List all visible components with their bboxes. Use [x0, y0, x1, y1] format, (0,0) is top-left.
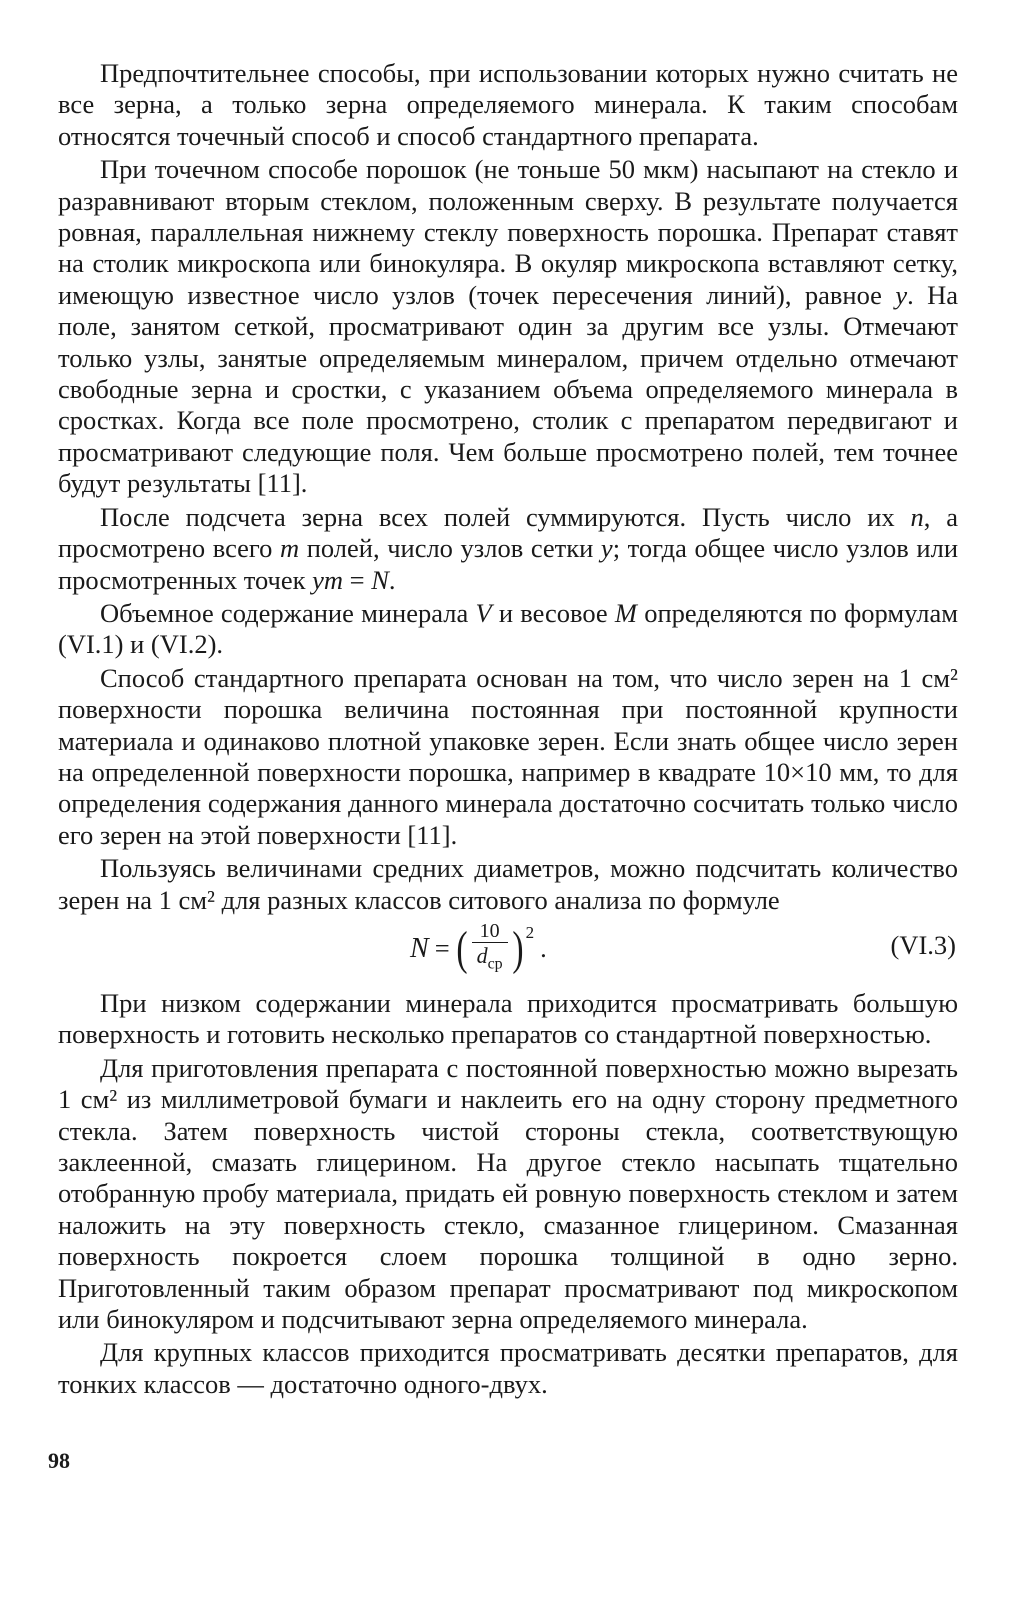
page-body — [58, 58, 958, 1402]
formula-denominator — [477, 943, 503, 977]
paragraph-5: Способ стандартного препарата основан на том, что число зерен на 1 см² поверхности порошка величина постоянная при постоянной крупности материала и одинаково плотной упаковке зерен. Если знать общее число зерен на определенной поверхности порошка, например в квадрате 10×10 мм, то для определения содержания данного минерала достаточно сосчитать только число его зерен на этой поверхности [11]. — [58, 662, 958, 850]
paragraph-6: Пользуясь величинами средних диаметров, можно подсчитать количество зерен на 1 см² для разных классов ситового анализа по формуле — [58, 853, 958, 915]
paragraph-3-text-b: , а просмотрено всего — [58, 501, 958, 564]
paragraph-2-text-b: . На поле, занятом сеткой, просматривают один за другим все узлы. Отмечают только узлы, занятые определяемым минералом, причем отдельно отмечают свободные зерна и сростки, с указанием объема определяемого минерала в сростках. Когда все поле просмотрено, столик с препаратом передвигают и просматривают следующие поля. Чем больше просмотрено полей, тем точнее будут результаты [11]. — [58, 279, 958, 499]
paragraph-9: Для крупных классов приходится просматривать десятки препаратов, для тонких классов — достаточно одного-двух. — [58, 1337, 958, 1399]
variable-m: m — [279, 533, 300, 564]
formula-number: (VI.3) — [890, 929, 956, 960]
variable-N: N — [371, 564, 389, 595]
paragraph-4-text-c: определяются по формулам (VI.1) и (VI.2). — [58, 597, 959, 660]
formula-fraction — [472, 920, 508, 977]
paragraph-2-text-a: При точечном способе порошок (не тоньше 50 мкм) насыпают на стекло и разравнивают вторым стеклом, положенным сверху. В результате получается ровная, параллельная нижнему стеклу поверхность порошка. Препарат ставят на столик микроскопа или бинокуляра. В окуляр микроскопа вставляют сетку, имеющую известное число узлов (точек пересечения линий), равное — [58, 154, 958, 310]
formula-vi3 — [58, 918, 958, 980]
paragraph-1: Предпочтительнее способы, при использовании которых нужно считать не все зерна, а только зерна определяемого минерала. К таким способам относятся точечный способ и способ стандартного препарата. — [58, 58, 958, 151]
formula-power: 2 — [525, 922, 535, 942]
page-number: 98 — [48, 1448, 70, 1473]
paragraph-3-text-a: После подсчета зерна всех полей суммируются. Пусть число их — [100, 501, 911, 532]
variable-M: М — [614, 597, 637, 628]
formula-expression — [410, 918, 547, 980]
paragraph-3 — [58, 502, 958, 596]
paragraph-3-text-d: ; тогда общее число узлов или просмотренных точек — [58, 533, 959, 595]
paragraph-2 — [58, 154, 958, 499]
paragraph-4 — [58, 598, 958, 661]
variable-ym: уm — [312, 564, 344, 595]
paragraph-4-text-a: Объемное содержание минерала — [100, 597, 476, 628]
formula-denominator-sub: ср — [487, 955, 503, 973]
paragraph-3-text-f: . — [388, 564, 396, 595]
formula-right-paren: ) — [512, 921, 524, 975]
variable-n: n — [910, 501, 924, 532]
formula-dot: . — [540, 933, 547, 964]
paragraph-3-text-c: полей, число узлов сетки — [299, 533, 601, 564]
paragraph-4-text-b: и весовое — [491, 597, 615, 628]
variable-y: у — [895, 279, 908, 310]
variable-V: V — [475, 597, 492, 628]
formula-left-paren: ( — [456, 921, 468, 975]
paragraph-8: Для приготовления препарата с постоянной поверхностью можно вырезать 1 см² из миллиметровой бумаги и наклеить его на одну сторону предметного стекла. Затем поверхность чистой стороны стекла, соответствующую заклеенной, смазать глицерином. На другое стекло насыпать тщательно отобранную пробу материала, придать ей ровную поверхность стеклом и затем наложить на эту поверхность стекло, смазанное глицерином. Смазанная поверхность покроется слоем порошка толщиной в одно зерно. Приготовленный таким образом препарат просматривают под микроскопом или бинокуляром и подсчитывают зерна определяемого минерала. — [58, 1052, 958, 1335]
variable-y-2: у — [600, 533, 613, 564]
paragraph-7: При низком содержании минерала приходится просматривать большую поверхность и готовить несколько препаратов со стандартной поверхностью. — [58, 987, 958, 1050]
formula-denominator-var: d — [476, 943, 488, 969]
formula-lhs: N — [410, 932, 429, 964]
formula-numerator: 10 — [472, 920, 508, 943]
formula-equals: = — [434, 933, 450, 964]
equals-sign: = — [343, 564, 372, 595]
